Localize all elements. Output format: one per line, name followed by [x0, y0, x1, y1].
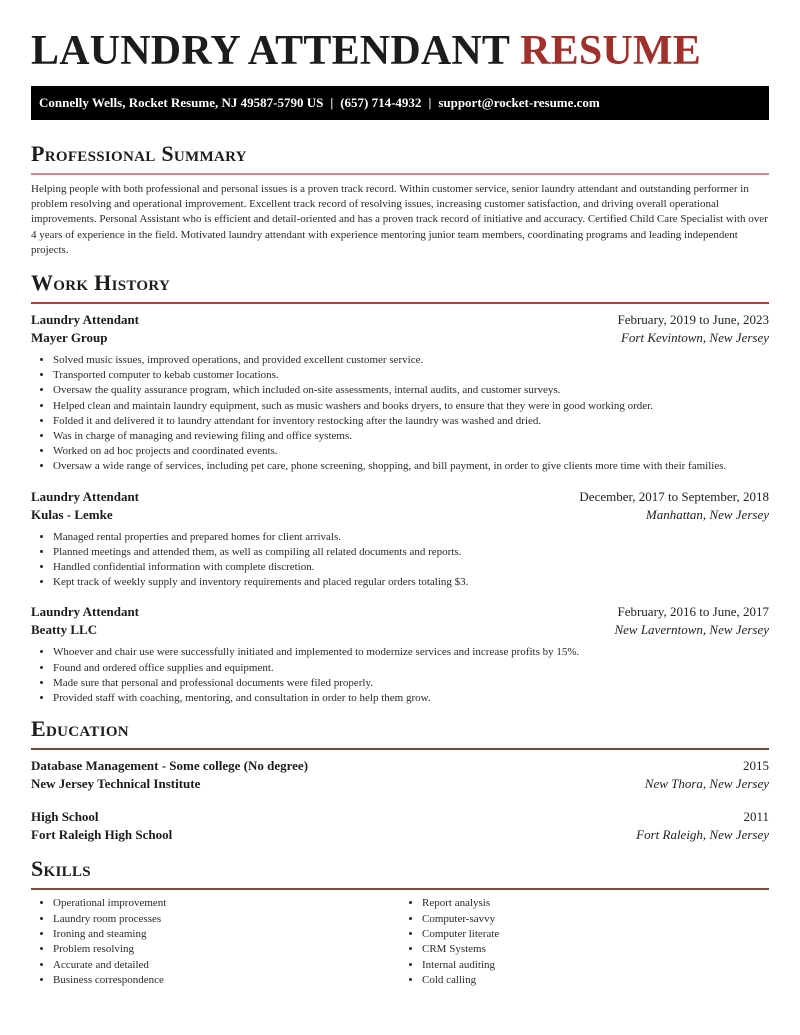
job-company: Kulas - Lemke [31, 506, 113, 522]
skill-item: • Report analysis [422, 896, 769, 911]
education-year: 2015 [743, 758, 769, 774]
summary-section [31, 141, 769, 258]
skill-item: • Problem resolving [53, 942, 400, 957]
job-bullet: • Was in charge of managing and reviewing filing and office systems. [53, 429, 769, 444]
skill-item: • Accurate and detailed [53, 958, 400, 973]
contact-separator: | [428, 95, 432, 110]
title-accent: RESUME [520, 28, 701, 74]
job-bullet: • Kept track of weekly supply and inventory requirements and placed regular orders totaling $3. [53, 575, 769, 590]
education-divider [31, 748, 769, 750]
skills-column-right [400, 896, 769, 988]
job-dates: February, 2016 to June, 2017 [617, 604, 769, 620]
title-main: LAUNDRY ATTENDANT [31, 28, 510, 74]
job-bullet: • Folded it and delivered it to laundry attendant for inventory restocking after the laundry was washed and dried. [53, 414, 769, 429]
education-heading: Education [31, 716, 129, 742]
job-bullet: • Provided staff with coaching, mentoring, and consultation in order to help them grow. [53, 691, 769, 706]
education-entry [31, 808, 769, 844]
job-location: Manhattan, New Jersey [645, 506, 769, 522]
job-bullet: • Made sure that personal and professional documents were filed properly. [53, 676, 769, 691]
resume-title [31, 0, 769, 74]
skill-item: • Operational improvement [53, 896, 400, 911]
education-school: New Jersey Technical Institute [31, 776, 201, 792]
skill-item: • Business correspondence [53, 973, 400, 988]
job-bullets [31, 353, 769, 475]
education-location: Fort Raleigh, New Jersey [636, 827, 769, 843]
contact-phone: (657) 714-4932 [340, 95, 422, 110]
job-company: Beatty LLC [31, 622, 98, 638]
job-company: Mayer Group [31, 330, 108, 346]
skill-item: • Ironing and steaming [53, 927, 400, 942]
skill-item: • Computer-savvy [422, 912, 769, 927]
skill-item: • Laundry room processes [53, 912, 400, 927]
summary-divider [31, 173, 769, 175]
summary-text: Helping people with both professional and personal issues is a proven track record. Within customer service, senior laundry attendant and outstanding performer in problem resolving and operational improvement. Excellent track record of resolving issues, increasing customer satisfaction, and driving overall operational improvements. Personal Assistant who is efficient and detail-oriented and has a proven track record of initiative and accuracy. Certified Child Care Specialist with over 4 years of experience in the field. Motivated laundry attendant with experience mentoring junior team members, coordinating programs and leading independent projects. [31, 183, 768, 256]
job-bullet: • Whoever and chair use were successfully initiated and implemented to modernize services and increase profits by 15%. [53, 645, 769, 660]
job-bullet: • Solved music issues, improved operations, and provided excellent customer service. [53, 353, 769, 368]
contact-email[interactable]: support@rocket-resume.com [438, 95, 600, 110]
skills-divider [31, 888, 769, 890]
education-entry [31, 757, 769, 793]
skill-item: • Internal auditing [422, 958, 769, 973]
work-history-divider [31, 302, 769, 304]
job-bullets [31, 530, 769, 591]
job-bullets [31, 645, 769, 706]
job-title: Laundry Attendant [31, 604, 139, 620]
job-location: New Laverntown, New Jersey [614, 622, 769, 638]
contact-separator: | [330, 95, 334, 110]
job-bullet: • Worked on ad hoc projects and coordinated events. [53, 444, 769, 459]
skill-item: • Computer literate [422, 927, 769, 942]
education-year: 2011 [743, 809, 769, 825]
contact-address: Connelly Wells, Rocket Resume, NJ 49587-5790 US [39, 95, 324, 110]
education-section [31, 716, 769, 844]
skill-item: • Cold calling [422, 973, 769, 988]
job-dates: December, 2017 to September, 2018 [579, 488, 769, 504]
job-entry [31, 311, 769, 475]
job-bullet: • Transported computer to kebab customer locations. [53, 368, 769, 383]
education-school: Fort Raleigh High School [31, 827, 173, 843]
job-bullet: • Planned meetings and attended them, as well as compiling all related documents and reports. [53, 545, 769, 560]
job-entry [31, 488, 769, 591]
job-bullet: • Handled confidential information with complete discretion. [53, 560, 769, 575]
education-degree: Database Management - Some college (No degree) [31, 758, 309, 774]
skills-list [31, 896, 769, 988]
job-entry [31, 603, 769, 706]
job-bullet: • Oversaw the quality assurance program, which included on-site assessments, internal audits, and customer surveys. [53, 383, 769, 398]
skills-column-left [31, 896, 400, 988]
job-bullet: • Found and ordered office supplies and equipment. [53, 661, 769, 676]
job-bullet: • Helped clean and maintain laundry equipment, such as music washers and books dryers, to ensure that they were in good working order. [53, 399, 769, 414]
job-bullet: • Oversaw a wide range of services, including pet care, phone screening, shopping, and bill payment, in order to give clients more time with their families. [53, 459, 769, 474]
contact-bar [31, 86, 769, 120]
work-history-section [31, 270, 769, 706]
job-bullet: • Managed rental properties and prepared homes for client arrivals. [53, 530, 769, 545]
skills-section [31, 856, 769, 988]
job-title: Laundry Attendant [31, 312, 139, 328]
summary-heading: Professional Summary [31, 141, 247, 166]
education-location: New Thora, New Jersey [644, 776, 769, 792]
skills-heading: Skills [31, 856, 91, 882]
skill-item: • CRM Systems [422, 942, 769, 957]
job-dates: February, 2019 to June, 2023 [617, 312, 769, 328]
education-degree: High School [31, 809, 99, 825]
work-history-heading: Work History [31, 270, 171, 296]
job-location: Fort Kevintown, New Jersey [620, 330, 769, 346]
job-title: Laundry Attendant [31, 488, 139, 504]
